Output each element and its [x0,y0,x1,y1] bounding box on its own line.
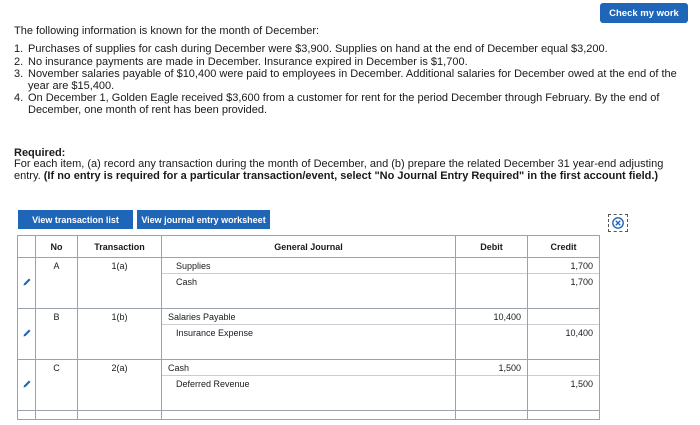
row-no: A [36,258,78,309]
row-no: B [36,309,78,360]
close-icon[interactable] [608,214,628,232]
credit-amount: 1,700 [528,258,599,274]
edit-pencil-icon[interactable] [18,258,36,309]
required-text [14,159,686,183]
general-journal-header: General Journal [162,236,456,258]
edit-pencil-icon[interactable] [18,309,36,360]
info-list [14,44,686,118]
item-text: On December 1, Golden Eagle received $3,600 from a customer for rent for the period December through February. By the end of December, one month of rent has been provided. [28,92,660,116]
check-my-work-button[interactable]: Check my work [600,3,688,23]
row-debit [456,309,528,360]
debit-amount: 10,400 [456,309,527,325]
list-item [14,93,686,116]
credit-amount [528,360,599,376]
table-row [18,411,600,420]
table-row [18,360,600,411]
table-row [18,309,600,360]
row-debit [456,258,528,309]
credit-amount [528,309,599,325]
debit-amount-2 [456,325,527,341]
row-accounts [162,309,456,360]
item-number: 1. [14,43,24,55]
item-text: November salaries payable of $10,400 were paid to employees in December. Additional salaries for December owed at the end of the year are $15,400. [28,68,677,92]
credit-amount-2: 1,500 [570,379,593,389]
empty-cell [18,411,36,420]
item-number: 2. [14,55,24,68]
no-header: No [36,236,78,258]
edit-pencil-icon[interactable] [18,360,36,411]
credit-account: Deferred Revenue [176,379,250,389]
row-transaction: 1(b) [78,309,162,360]
edit-column-header [18,236,36,258]
list-item [14,57,686,69]
list-item [14,69,686,92]
debit-amount: 1,500 [456,360,527,376]
item-number: 3. [14,68,24,81]
view-journal-worksheet-button[interactable]: View journal entry worksheet [137,210,270,229]
journal-table [17,235,599,406]
row-transaction: 1(a) [78,258,162,309]
debit-amount-2 [456,376,527,392]
intro-text: The following information is known for the month of December: [14,25,320,37]
item-number: 4. [14,92,24,105]
debit-header: Debit [456,236,528,258]
row-accounts [162,360,456,411]
debit-account: Salaries Payable [162,309,455,325]
row-credit [528,258,600,309]
transaction-header: Transaction [78,236,162,258]
empty-cell [528,411,600,420]
row-credit [528,309,600,360]
debit-amount [456,258,527,274]
debit-account: Cash [162,360,455,376]
debit-account: Supplies [162,258,455,274]
empty-cell [36,411,78,420]
list-item [14,44,686,56]
credit-account: Cash [176,277,198,287]
credit-account: Insurance Expense [176,328,254,338]
credit-amount-2: 10,400 [565,328,593,338]
row-credit [528,360,600,411]
credit-header: Credit [528,236,600,258]
credit-amount-2: 1,700 [570,277,593,287]
debit-amount-2 [456,274,527,290]
required-title: Required: [14,147,66,159]
required-instructions: For each item, (a) record any transaction during the month of December, and (b) prepare the related December 31 year-end adjusting entry. [14,158,664,182]
item-text: No insurance payments are made in December. Insurance expired in December is $1,700. [28,55,468,68]
item-text: Purchases of supplies for cash during December were $3,900. Supplies on hand at the end of December equal $3,200. [28,43,608,55]
row-accounts [162,258,456,309]
row-transaction: 2(a) [78,360,162,411]
empty-cell [456,411,528,420]
view-transaction-list-button[interactable]: View transaction list [18,210,133,229]
empty-cell [78,411,162,420]
table-row [18,258,600,309]
table-header-row [18,236,600,258]
empty-cell [162,411,456,420]
required-note: (If no entry is required for a particular transaction/event, select "No Journal Entry Required" in the first account field.) [43,169,659,182]
row-no: C [36,360,78,411]
row-debit [456,360,528,411]
